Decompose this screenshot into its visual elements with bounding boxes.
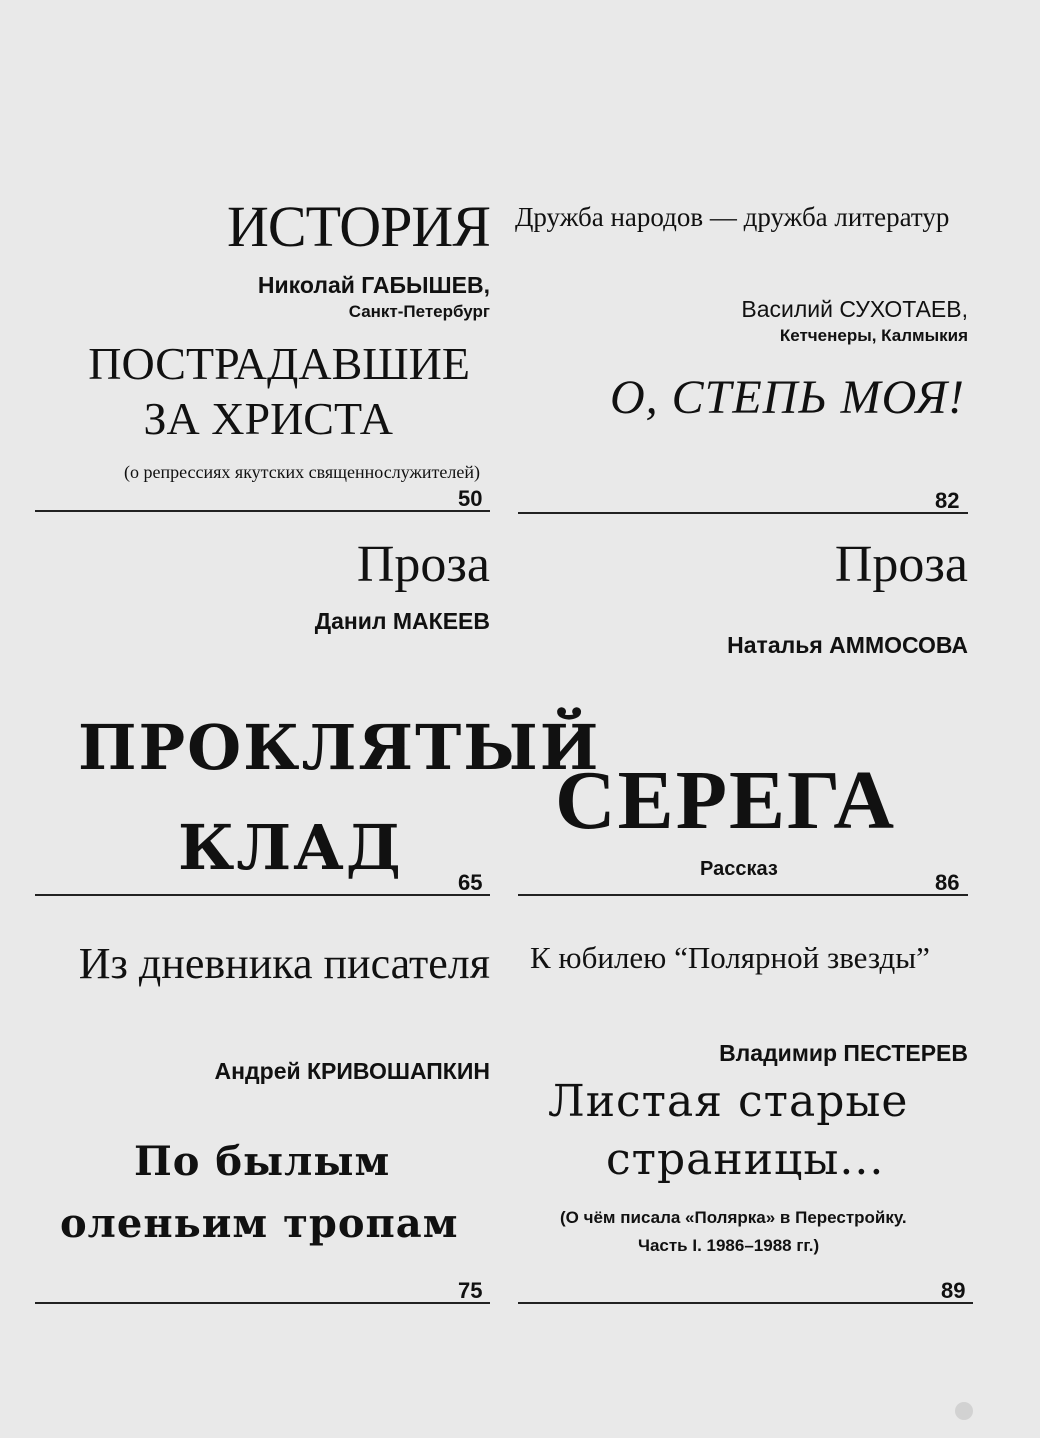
rubric-prose: Проза: [356, 536, 490, 593]
article-title-line2: КЛАД: [178, 811, 403, 884]
bleed-through-text: [120, 0, 135, 54]
divider-rule: [35, 510, 490, 512]
page-number: 65: [458, 870, 483, 895]
article-title-line2: страницы...: [606, 1134, 885, 1185]
author-gabyshev: Николай ГАБЫШЕВ,: [257, 272, 490, 298]
bleed-through-heading: [40, 520, 71, 632]
divider-rule: [518, 894, 968, 896]
corner-mark: [955, 1402, 973, 1420]
rubric-prose: Проза: [834, 536, 968, 593]
article-title-line1: ПРОКЛЯТЫЙ: [78, 711, 601, 784]
page-number: 82: [935, 488, 960, 513]
page-number: 75: [458, 1278, 483, 1303]
author-pesterev: Владимир ПЕСТЕРЕВ: [719, 1040, 968, 1066]
divider-rule: [518, 1302, 973, 1304]
article-title-line1: По былым: [134, 1138, 391, 1185]
article-genre: Рассказ: [700, 858, 778, 880]
article-title: СЕРЕГА: [555, 754, 896, 847]
divider-rule: [35, 1302, 490, 1304]
page-number: 86: [935, 870, 960, 895]
article-title-line2: ЗА ХРИСТА: [143, 393, 393, 444]
article-subtitle: (о репрессиях якутских священнослужителей): [123, 462, 480, 482]
divider-rule: [518, 512, 968, 514]
article-title-line1: ПОСТРАДАВШИЕ: [88, 338, 470, 389]
divider-rule: [35, 894, 490, 896]
author-sukhotaev: Василий СУХОТАЕВ,: [741, 296, 968, 322]
author-krivoshapkin: Андрей КРИВОШАПКИН: [214, 1058, 490, 1084]
author-makeev: Данил МАКЕЕВ: [314, 608, 490, 634]
author-ammosova: Наталья АММОСОВА: [727, 632, 968, 658]
article-title: О, СТЕПЬ МОЯ!: [609, 371, 965, 424]
article-title-line2: оленьим тропам: [60, 1200, 459, 1247]
article-title-line1: Листая старые: [548, 1076, 909, 1127]
author-location: Кетченеры, Калмыкия: [779, 326, 968, 345]
rubric-diary: Из дневника писателя: [78, 939, 490, 988]
article-subtitle-line1: (О чём писала «Полярка» в Перестройку.: [560, 1208, 907, 1227]
rubric-jubilee: К юбилею “Полярной звезды”: [530, 940, 930, 975]
page-number: 89: [941, 1278, 966, 1303]
article-subtitle-line2: Часть I. 1986–1988 гг.): [638, 1236, 820, 1255]
page-number: 50: [458, 486, 483, 511]
author-location: Санкт-Петербург: [348, 302, 490, 321]
rubric-history: ИСТОРИЯ: [227, 194, 490, 259]
rubric-friendship: Дружба народов — дружба литератур: [515, 202, 950, 232]
